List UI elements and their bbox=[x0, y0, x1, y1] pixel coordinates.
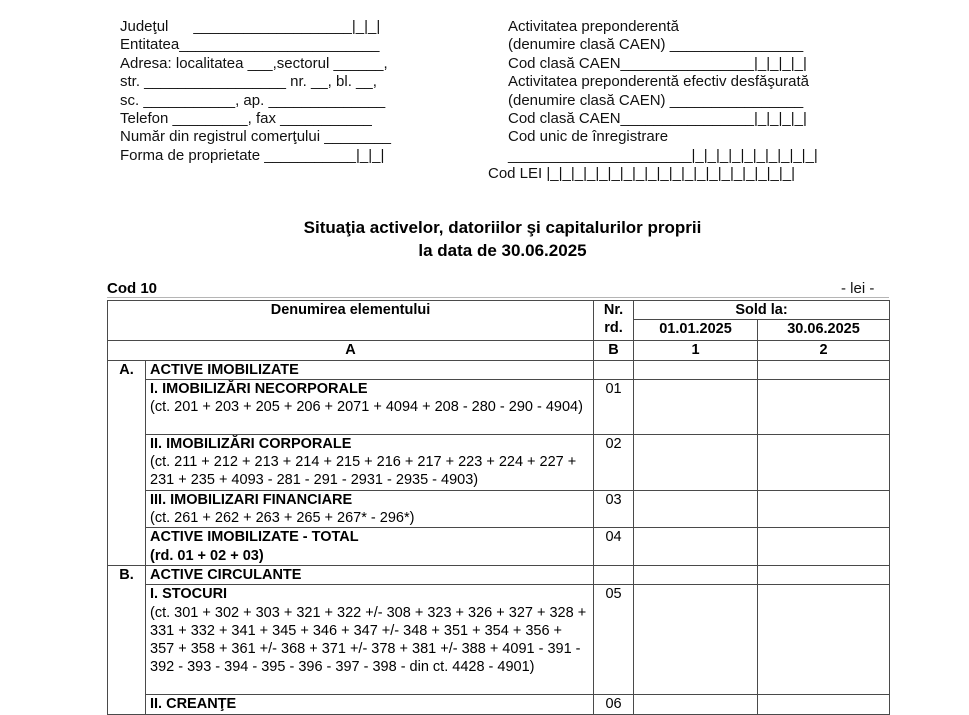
lei-code-line: Cod LEI |_|_|_|_|_|_|_|_|_|_|_|_|_|_|_|_|_|_|_|_| bbox=[488, 165, 796, 183]
unique-registration-boxes: ______________________|_|_|_|_|_|_|_|_|_|_| bbox=[508, 146, 818, 164]
value-cell-col1 bbox=[634, 434, 758, 490]
column-number-1: 1 bbox=[634, 341, 758, 360]
value-cell-col2 bbox=[758, 490, 890, 528]
row-title-cell bbox=[146, 360, 594, 379]
table-header-letter-row bbox=[108, 341, 890, 360]
county-line: Judeţul ___________________|_|_| bbox=[120, 18, 381, 35]
value-cell-col2 bbox=[758, 528, 890, 566]
row-title-cell bbox=[146, 490, 594, 528]
row-number-cell: 05 bbox=[594, 585, 634, 695]
staircase-apt-line: sc. ___________, ap. ______________ bbox=[120, 91, 386, 109]
caen-class-name-line: (denumire clasă CAEN) ________________ bbox=[508, 36, 804, 54]
main-activity-line: Activitatea preponderentă bbox=[508, 18, 679, 35]
row-title: II. IMOBILIZĂRI CORPORALE bbox=[150, 435, 352, 452]
section-letter: B. bbox=[108, 565, 146, 714]
street-line: str. _________________ nr. __, bl. __, bbox=[120, 73, 377, 91]
caen-class-name-line-2: (denumire clasă CAEN) ________________ bbox=[508, 91, 804, 109]
row-title: I. IMOBILIZĂRI NECORPORALE bbox=[150, 380, 368, 397]
row-title: ACTIVE IMOBILIZATE - TOTAL bbox=[150, 529, 359, 546]
table-row bbox=[108, 528, 890, 566]
column-header-sold-la: Sold la: bbox=[634, 301, 890, 320]
row-number-cell bbox=[594, 360, 634, 379]
row-number-cell bbox=[594, 565, 634, 584]
row-number-cell: 01 bbox=[594, 379, 634, 434]
section-letter: A. bbox=[108, 360, 146, 565]
column-letter-b: B bbox=[594, 341, 634, 360]
row-title-cell bbox=[146, 695, 594, 715]
row-title-cell bbox=[146, 379, 594, 434]
column-header-denumire: Denumirea elementului bbox=[108, 301, 594, 341]
form-code-label: Cod 10 bbox=[107, 280, 158, 297]
value-cell-col2 bbox=[758, 585, 890, 695]
unique-registration-label: Cod unic de înregistrare bbox=[508, 128, 669, 146]
table-row bbox=[108, 585, 890, 695]
trade-register-line: Număr din registrul comerţului ________ bbox=[120, 128, 391, 146]
column-number-2: 2 bbox=[758, 341, 890, 360]
row-formula: (rd. 01 + 02 + 03) bbox=[150, 547, 264, 564]
effective-activity-line: Activitatea preponderentă efectiv desfăşurată bbox=[508, 73, 810, 91]
table-row bbox=[108, 360, 890, 379]
value-cell-col2 bbox=[758, 379, 890, 434]
row-formula: (ct. 301 + 302 + 303 + 321 + 322 +/- 308 + 323 + 326 + 327 + 328 + 331 + 332 + 341 + 345 + 346 + 347 +/- 348 + 351 + 354 + 356 + 357 + 358 + 361 +/- 368 + 371 +/- 378 + 381 +/- 388 + 4091 - 391 - 392 - 393 - 394 - 395 - 396 - 397 - 398 - din ct. 4428 - 4901) bbox=[150, 604, 587, 676]
row-title: II. CREANŢE bbox=[150, 696, 237, 713]
row-number-cell: 02 bbox=[594, 434, 634, 490]
row-title-cell bbox=[146, 565, 594, 584]
row-formula: (ct. 261 + 262 + 263 + 265 + 267* - 296*) bbox=[150, 510, 415, 527]
value-cell-col1 bbox=[634, 490, 758, 528]
value-cell-col1 bbox=[634, 585, 758, 695]
phone-fax-line: Telefon _________, fax ___________ bbox=[120, 110, 372, 128]
document-title-line1: Situaţia activelor, datoriilor şi capitalurilor proprii bbox=[303, 218, 702, 237]
balance-table bbox=[107, 300, 890, 715]
row-title: ACTIVE IMOBILIZATE bbox=[150, 361, 299, 378]
document-title bbox=[107, 216, 898, 262]
row-number-cell: 06 bbox=[594, 695, 634, 715]
value-cell-col1 bbox=[634, 695, 758, 715]
document-title-line2: la data de 30.06.2025 bbox=[418, 241, 587, 260]
row-formula: (ct. 201 + 203 + 205 + 206 + 2071 + 4094 + 208 - 280 - 290 - 4904) bbox=[150, 399, 583, 416]
column-header-date1: 01.01.2025 bbox=[634, 320, 758, 341]
value-cell-col2 bbox=[758, 434, 890, 490]
entity-line: Entitatea________________________ bbox=[120, 36, 380, 54]
value-cell-col1 bbox=[634, 528, 758, 566]
value-cell-col1 bbox=[634, 379, 758, 434]
row-title-cell bbox=[146, 434, 594, 490]
value-cell-col2 bbox=[758, 565, 890, 584]
caen-class-code-line-2: Cod clasă CAEN________________|_|_|_|_| bbox=[508, 110, 807, 128]
rd-label: rd. bbox=[604, 320, 623, 337]
table-row bbox=[108, 379, 890, 434]
row-title: I. STOCURI bbox=[150, 586, 228, 603]
row-title-cell bbox=[146, 528, 594, 566]
pre-table-rule bbox=[107, 297, 889, 298]
table-row bbox=[108, 695, 890, 715]
value-cell-col1 bbox=[634, 360, 758, 379]
value-cell-col2 bbox=[758, 360, 890, 379]
table-row bbox=[108, 434, 890, 490]
value-cell-col1 bbox=[634, 565, 758, 584]
currency-label: - lei - bbox=[841, 280, 875, 297]
column-letter-a: A bbox=[108, 341, 594, 360]
row-number-cell: 03 bbox=[594, 490, 634, 528]
ownership-form-line: Forma de proprietate ___________|_|_| bbox=[120, 146, 385, 164]
table-row bbox=[108, 490, 890, 528]
row-title: ACTIVE CIRCULANTE bbox=[150, 566, 302, 583]
row-number-cell: 04 bbox=[594, 528, 634, 566]
address-line: Adresa: localitatea ___,sectorul ______, bbox=[120, 54, 388, 72]
column-header-date2: 30.06.2025 bbox=[758, 320, 890, 341]
entity-identification-block bbox=[120, 18, 391, 165]
activity-identification-block bbox=[488, 18, 818, 184]
row-title: III. IMOBILIZARI FINANCIARE bbox=[150, 491, 353, 508]
row-formula: (ct. 211 + 212 + 213 + 214 + 215 + 216 + 217 + 223 + 224 + 227 + 231 + 235 + 4093 - 281 - 291 - 2931 - 2935 - 4903) bbox=[150, 454, 577, 489]
caen-class-code-line: Cod clasă CAEN________________|_|_|_|_| bbox=[508, 54, 807, 72]
value-cell-col2 bbox=[758, 695, 890, 715]
table-row bbox=[108, 565, 890, 584]
table-header-row-1 bbox=[108, 301, 890, 320]
column-header-nr-rd bbox=[594, 301, 634, 341]
row-title-cell bbox=[146, 585, 594, 695]
nr-label: Nr. bbox=[603, 302, 624, 318]
